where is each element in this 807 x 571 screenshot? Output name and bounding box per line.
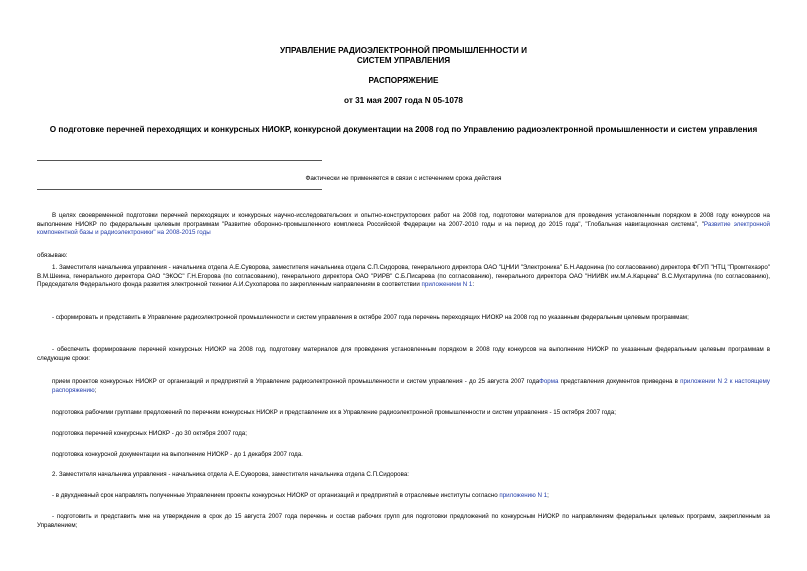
document-date-number: от 31 мая 2007 года N 05-1078 <box>344 96 463 105</box>
link-appendix-1-second[interactable]: приложению N 1 <box>499 492 548 499</box>
reception-paragraph <box>52 378 770 395</box>
preamble-paragraph <box>37 212 770 238</box>
sub2-paragraph: - обеспечить формирование перечней конкурсных НИОКР на 2008 год, подготовку материалов для проведения установленным порядком в 2008 году конкурсов на выполнение НИОКР по указанным федеральным целевым программам в следующие сроки: <box>37 346 770 362</box>
prep-working-groups: подготовка рабочими группами предложений по перечням конкурсных НИОКР и представление их в Управление радиоэлектронной промышленности и систем управления - 15 октября 2007 года; <box>52 409 616 416</box>
sub1-paragraph: - сформировать и представить в Управление радиоэлектронной промышленности и систем управления в октябре 2007 года перечень переходящих НИОКР на 2008 год по указанным федеральным целевым программам; <box>52 314 689 321</box>
document-type: РАСПОРЯЖЕНИЕ <box>368 76 439 85</box>
reception-mid: представления документов приведена в <box>558 378 681 385</box>
prep-docs: подготовка конкурсной документации на выполнение НИОКР - до 1 декабря 2007 года. <box>52 451 303 458</box>
link-form[interactable]: Форма <box>539 378 559 385</box>
prep-lists: подготовка перечней конкурсных НИОКР - до 30 октября 2007 года; <box>52 430 247 437</box>
divider-top <box>37 160 322 161</box>
reception-end: ; <box>94 386 97 394</box>
item2-sub2-paragraph: - подготовить и представить мне на утверждение в срок до 15 августа 2007 года перечень и состав рабочих групп для подготовки предложений по конкурсным НИОКР по направлениям федеральных целевых программ, закрепленным за Управлением; <box>37 513 770 529</box>
reception-text: прием проектов конкурсных НИОКР от организаций и предприятий в Управление радиоэлектронной промышленности и систем управления - до 25 августа 2007 года <box>52 378 540 385</box>
link-appendix-2[interactable]: приложении N 2 к настоящему распоряжению <box>52 378 771 394</box>
divider-bottom <box>37 189 322 190</box>
link-appendix-1[interactable]: приложением N 1 <box>421 281 473 289</box>
item1-end: : <box>472 281 475 289</box>
link-electronic-components-program[interactable]: Развитие электронной компонентной базы и радиоэлектроники" на 2008-2015 годы <box>37 220 770 237</box>
item2-paragraph: 2. Заместителя начальника управления - начальника отдела А.Е.Суворова, заместителя начальника отдела С.П.Сидорова: <box>52 471 409 478</box>
item2-sub1-paragraph <box>52 492 770 501</box>
item1-text: 1. Заместителя начальника управления - начальника отдела А.Е.Суворова, заместителя начальника отдела С.П.Сидорова, генерального директора ОАО "ЦНИИ "Электроника" Б.Н.Авдонина (по согласованию) директора ФГУП "НТЦ "Промтехаэро" В.М.Шеина, генерального директора ОАО "ЭКОС" Г.Н.Егорова (по согласованию), генерального директора ОАО "РИРВ" С.Б.Писарева (по согласованию), генерального директора ОАО "НИИВК им.М.А.Карцева" В.С.Мухтарулина (по согласованию), Председателя Федерального фонда развития электронной техники А.И.Сухопарова по закрепленным направлениям в соответствии <box>37 264 770 289</box>
item2-sub1-end: ; <box>547 492 549 499</box>
item2-sub1-text: - в двухдневный срок направлять полученные Управлением проекты конкурсных НИОКР от организаций и предприятий в отраслевые институты согласно <box>52 492 500 499</box>
org-name-line1: УПРАВЛЕНИЕ РАДИОЭЛЕКТРОННОЙ ПРОМЫШЛЕННОСТИ И <box>280 46 527 55</box>
org-name-line2: СИСТЕМ УПРАВЛЕНИЯ <box>356 56 451 65</box>
preamble-text: В целях своевременной подготовки перечней переходящих и конкурсных научно-исследовательских и опытно-конструкторских работ на 2008 год, подготовки материалов для проведения установленным порядком в 2008 году конкурсов на выполнение НИОКР по федеральным целевым программам "Развитие оборонно-промышленного комплекса Российской Федерации на 2007-2010 годы и на период до 2015 года", "Глобальная навигационная система", " <box>37 212 770 228</box>
item1-paragraph <box>37 264 770 290</box>
document-title: О подготовке перечней переходящих и конкурсных НИОКР, конкурсной документации на 2008 год по Управлению радиоэлектронной промышленности и систем управления <box>49 125 758 134</box>
status-note: Фактически не применяется в связи с истечением срока действия <box>305 175 502 182</box>
obligate-line: обязываю: <box>37 252 68 259</box>
